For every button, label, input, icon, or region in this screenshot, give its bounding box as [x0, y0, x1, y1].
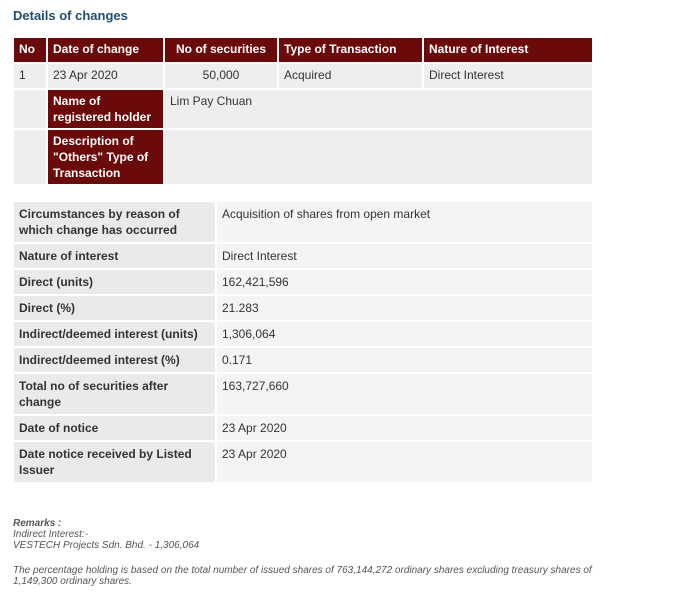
header-type-of-transaction: Type of Transaction [279, 38, 422, 62]
detail-row [14, 416, 592, 440]
cell-no: 1 [14, 64, 46, 88]
holder-value: Lim Pay Chuan [165, 90, 592, 128]
detail-label: Indirect/deemed interest (units) [14, 322, 215, 346]
cell-type: Acquired [279, 64, 422, 88]
detail-value: 1,306,064 [217, 322, 592, 346]
detail-row [14, 270, 592, 294]
changes-table [12, 36, 594, 186]
remarks [13, 518, 613, 587]
detail-label: Date notice received by Listed Issuer [14, 442, 215, 482]
header-no: No [14, 38, 46, 62]
detail-value: 21.283 [217, 296, 592, 320]
detail-value: Acquisition of shares from open market [217, 202, 592, 242]
details-table [12, 200, 594, 484]
detail-value: Direct Interest [217, 244, 592, 268]
detail-row [14, 244, 592, 268]
changes-header-row [14, 38, 592, 62]
detail-value: 23 Apr 2020 [217, 442, 592, 482]
cell-securities: 50,000 [165, 64, 277, 88]
remarks-line: Indirect Interest:- [13, 529, 89, 540]
holder-row [14, 90, 592, 128]
detail-label: Direct (units) [14, 270, 215, 294]
others-label: Description of "Others" Type of Transaction [48, 130, 163, 184]
detail-label: Nature of interest [14, 244, 215, 268]
others-row [14, 130, 592, 184]
holder-label: Name of registered holder [48, 90, 163, 128]
detail-row [14, 202, 592, 242]
remarks-note: The percentage holding is based on the total number of issued shares of 763,144,272 ordinary shares excluding treasury shares of 1,149,300 ordinary shares. [13, 565, 592, 587]
remarks-line: VESTECH Projects Sdn. Bhd. - 1,306,064 [13, 540, 200, 551]
detail-row [14, 296, 592, 320]
header-nature-of-interest: Nature of Interest [424, 38, 592, 62]
others-value [165, 130, 592, 184]
detail-row [14, 442, 592, 482]
holder-spacer [14, 90, 46, 128]
others-spacer [14, 130, 46, 184]
detail-row [14, 374, 592, 414]
table-row [14, 64, 592, 88]
detail-value: 162,421,596 [217, 270, 592, 294]
header-no-of-securities: No of securities [165, 38, 277, 62]
detail-value: 163,727,660 [217, 374, 592, 414]
detail-label: Indirect/deemed interest (%) [14, 348, 215, 372]
detail-value: 23 Apr 2020 [217, 416, 592, 440]
section-title: Details of changes [13, 8, 128, 23]
detail-label: Circumstances by reason of which change has occurred [14, 202, 215, 242]
cell-date: 23 Apr 2020 [48, 64, 163, 88]
header-date-of-change: Date of change [48, 38, 163, 62]
detail-value: 0.171 [217, 348, 592, 372]
detail-row [14, 348, 592, 372]
cell-nature: Direct Interest [424, 64, 592, 88]
detail-row [14, 322, 592, 346]
remarks-heading: Remarks : [13, 518, 62, 529]
detail-label: Date of notice [14, 416, 215, 440]
detail-label: Total no of securities after change [14, 374, 215, 414]
detail-label: Direct (%) [14, 296, 215, 320]
